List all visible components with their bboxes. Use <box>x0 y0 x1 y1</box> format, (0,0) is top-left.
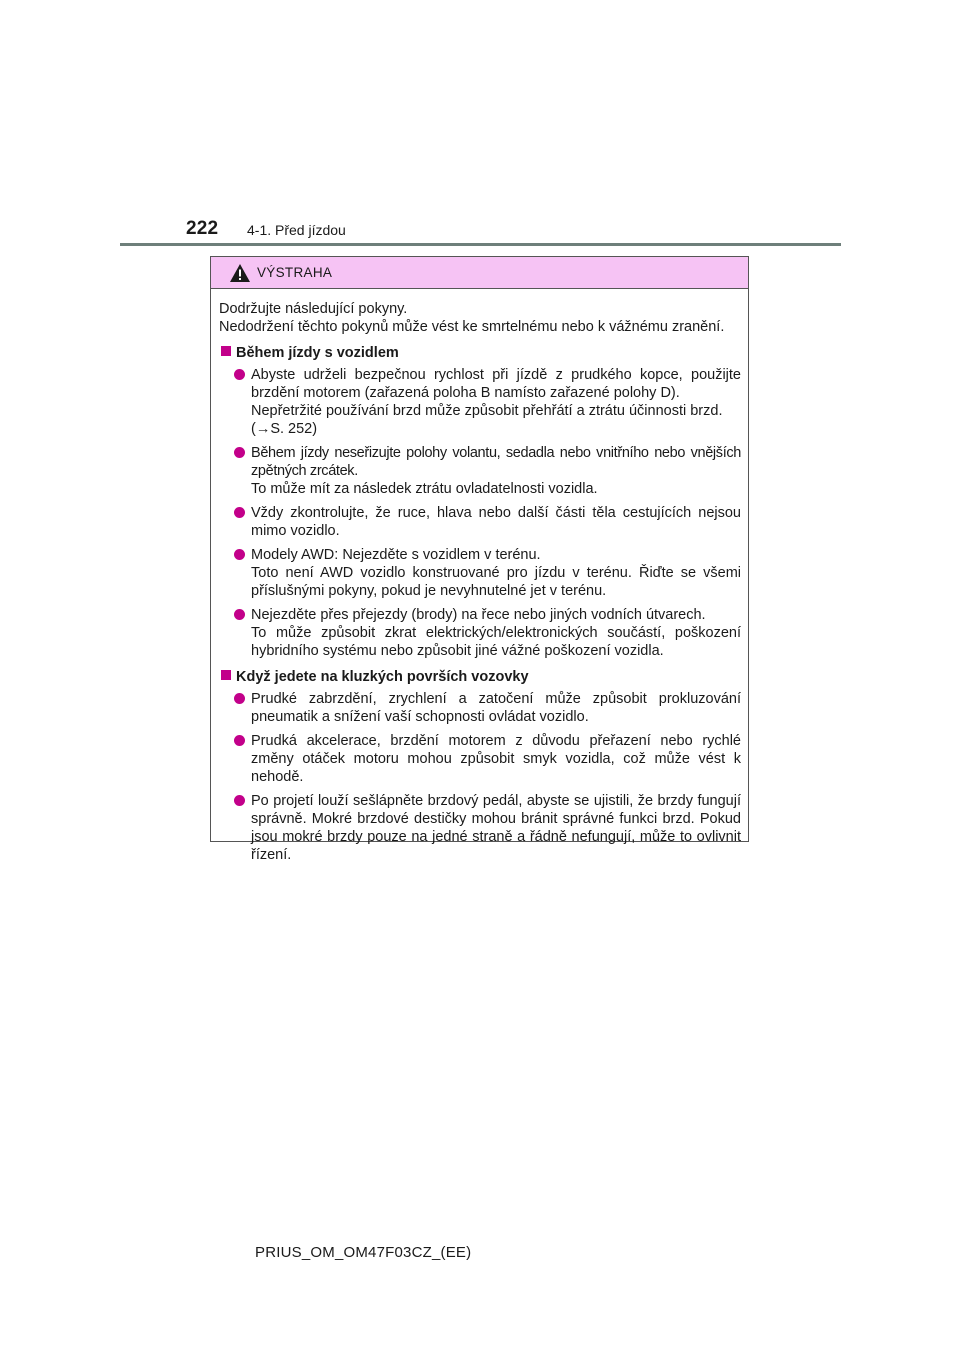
warning-intro-line: Dodržujte následující pokyny. <box>219 301 408 317</box>
list-item-text: Prudké zabrzdění, zrychlení a zatočení může způsobit prokluzování pneumatik a snížení vaší schopnosti ovládat vozidlo. <box>251 691 741 725</box>
list-item-text: Modely AWD: Nejezděte s vozidlem v terénu. <box>251 547 541 563</box>
circle-bullet-icon <box>234 549 245 560</box>
list-item <box>219 504 741 540</box>
list-item <box>219 690 741 726</box>
section-heading-text: Když jedete na kluzkých površích vozovky <box>236 669 529 685</box>
section-heading <box>219 668 741 686</box>
list-item-text: Prudká akcelerace, brzdění motorem z důvodu přeřazení nebo rychlé změny otáček motoru mohou způsobit smyk vozidla, což může vést k nehodě. <box>251 733 741 785</box>
list-item-text: Nejezděte přes přejezdy (brody) na řece nebo jiných vodních útvarech. <box>251 607 706 623</box>
square-bullet-icon <box>221 670 231 680</box>
square-bullet-icon <box>221 346 231 356</box>
warning-triangle-icon <box>229 263 251 283</box>
warning-title: VÝSTRAHA <box>257 265 333 280</box>
circle-bullet-icon <box>234 369 245 380</box>
list-item-text: To může způsobit zkrat elektrických/elektronických součástí, poškození hybridního systému nebo způsobit jiné vážné poškození vozidla. <box>251 625 741 659</box>
circle-bullet-icon <box>234 693 245 704</box>
list-item-text: Během jízdy neseřizujte polohy volantu, sedadla nebo vnitřního nebo vnějších zpětných zrcátek. <box>251 445 741 479</box>
warning-intro-line: Nedodržení těchto pokynů může vést ke smrtelnému nebo k vážnému zranění. <box>219 319 725 335</box>
circle-bullet-icon <box>234 507 245 518</box>
list-item-text: Abyste udrželi bezpečnou rychlost při jízdě z prudkého kopce, použijte brzdění motorem (zařazená poloha B namísto zařazené polohy D). <box>251 367 741 401</box>
warning-body <box>211 289 748 864</box>
list-item-text: Toto není AWD vozidlo konstruované pro jízdu v terénu. Řiďte se všemi příslušnými pokyny, pokud je nevyhnutelné jet v terénu. <box>251 565 741 599</box>
list-item <box>219 606 741 660</box>
page-reference: (→S. 252) <box>251 421 318 437</box>
section-heading <box>219 344 741 362</box>
circle-bullet-icon <box>234 447 245 458</box>
list-item <box>219 732 741 786</box>
list-item <box>219 546 741 600</box>
circle-bullet-icon <box>234 609 245 620</box>
page-number: 222 <box>186 218 219 239</box>
section-title: 4-1. Před jízdou <box>247 222 346 238</box>
list-item <box>219 444 741 498</box>
warning-box <box>210 256 749 863</box>
circle-bullet-icon <box>234 735 245 746</box>
document-code: PRIUS_OM_OM47F03CZ_(EE) <box>255 1244 472 1261</box>
list-item-text: Po projetí louží sešlápněte brzdový pedál, abyste se ujistili, že brzdy fungují správně. Mokré brzdové destičky mohou bránit správné funkci brzd. Pokud jsou mokré brzdy pouze na jedné straně a řádně nefungují, může to ovlivnit řízení. <box>251 793 741 863</box>
list-item-text: Nepřetržité používání brzd může způsobit přehřátí a ztrátu účinnosti brzd. <box>251 403 723 419</box>
header-divider <box>120 243 841 246</box>
warning-header <box>211 257 748 289</box>
section-heading-text: Během jízdy s vozidlem <box>236 345 399 361</box>
circle-bullet-icon <box>234 795 245 806</box>
list-item <box>219 366 741 438</box>
list-item <box>219 792 741 864</box>
list-item-text: To může mít za následek ztrátu ovladatelnosti vozidla. <box>251 481 598 497</box>
list-item-text: Vždy zkontrolujte, že ruce, hlava nebo další části těla cestujících nejsou mimo vozidlo. <box>251 505 741 539</box>
